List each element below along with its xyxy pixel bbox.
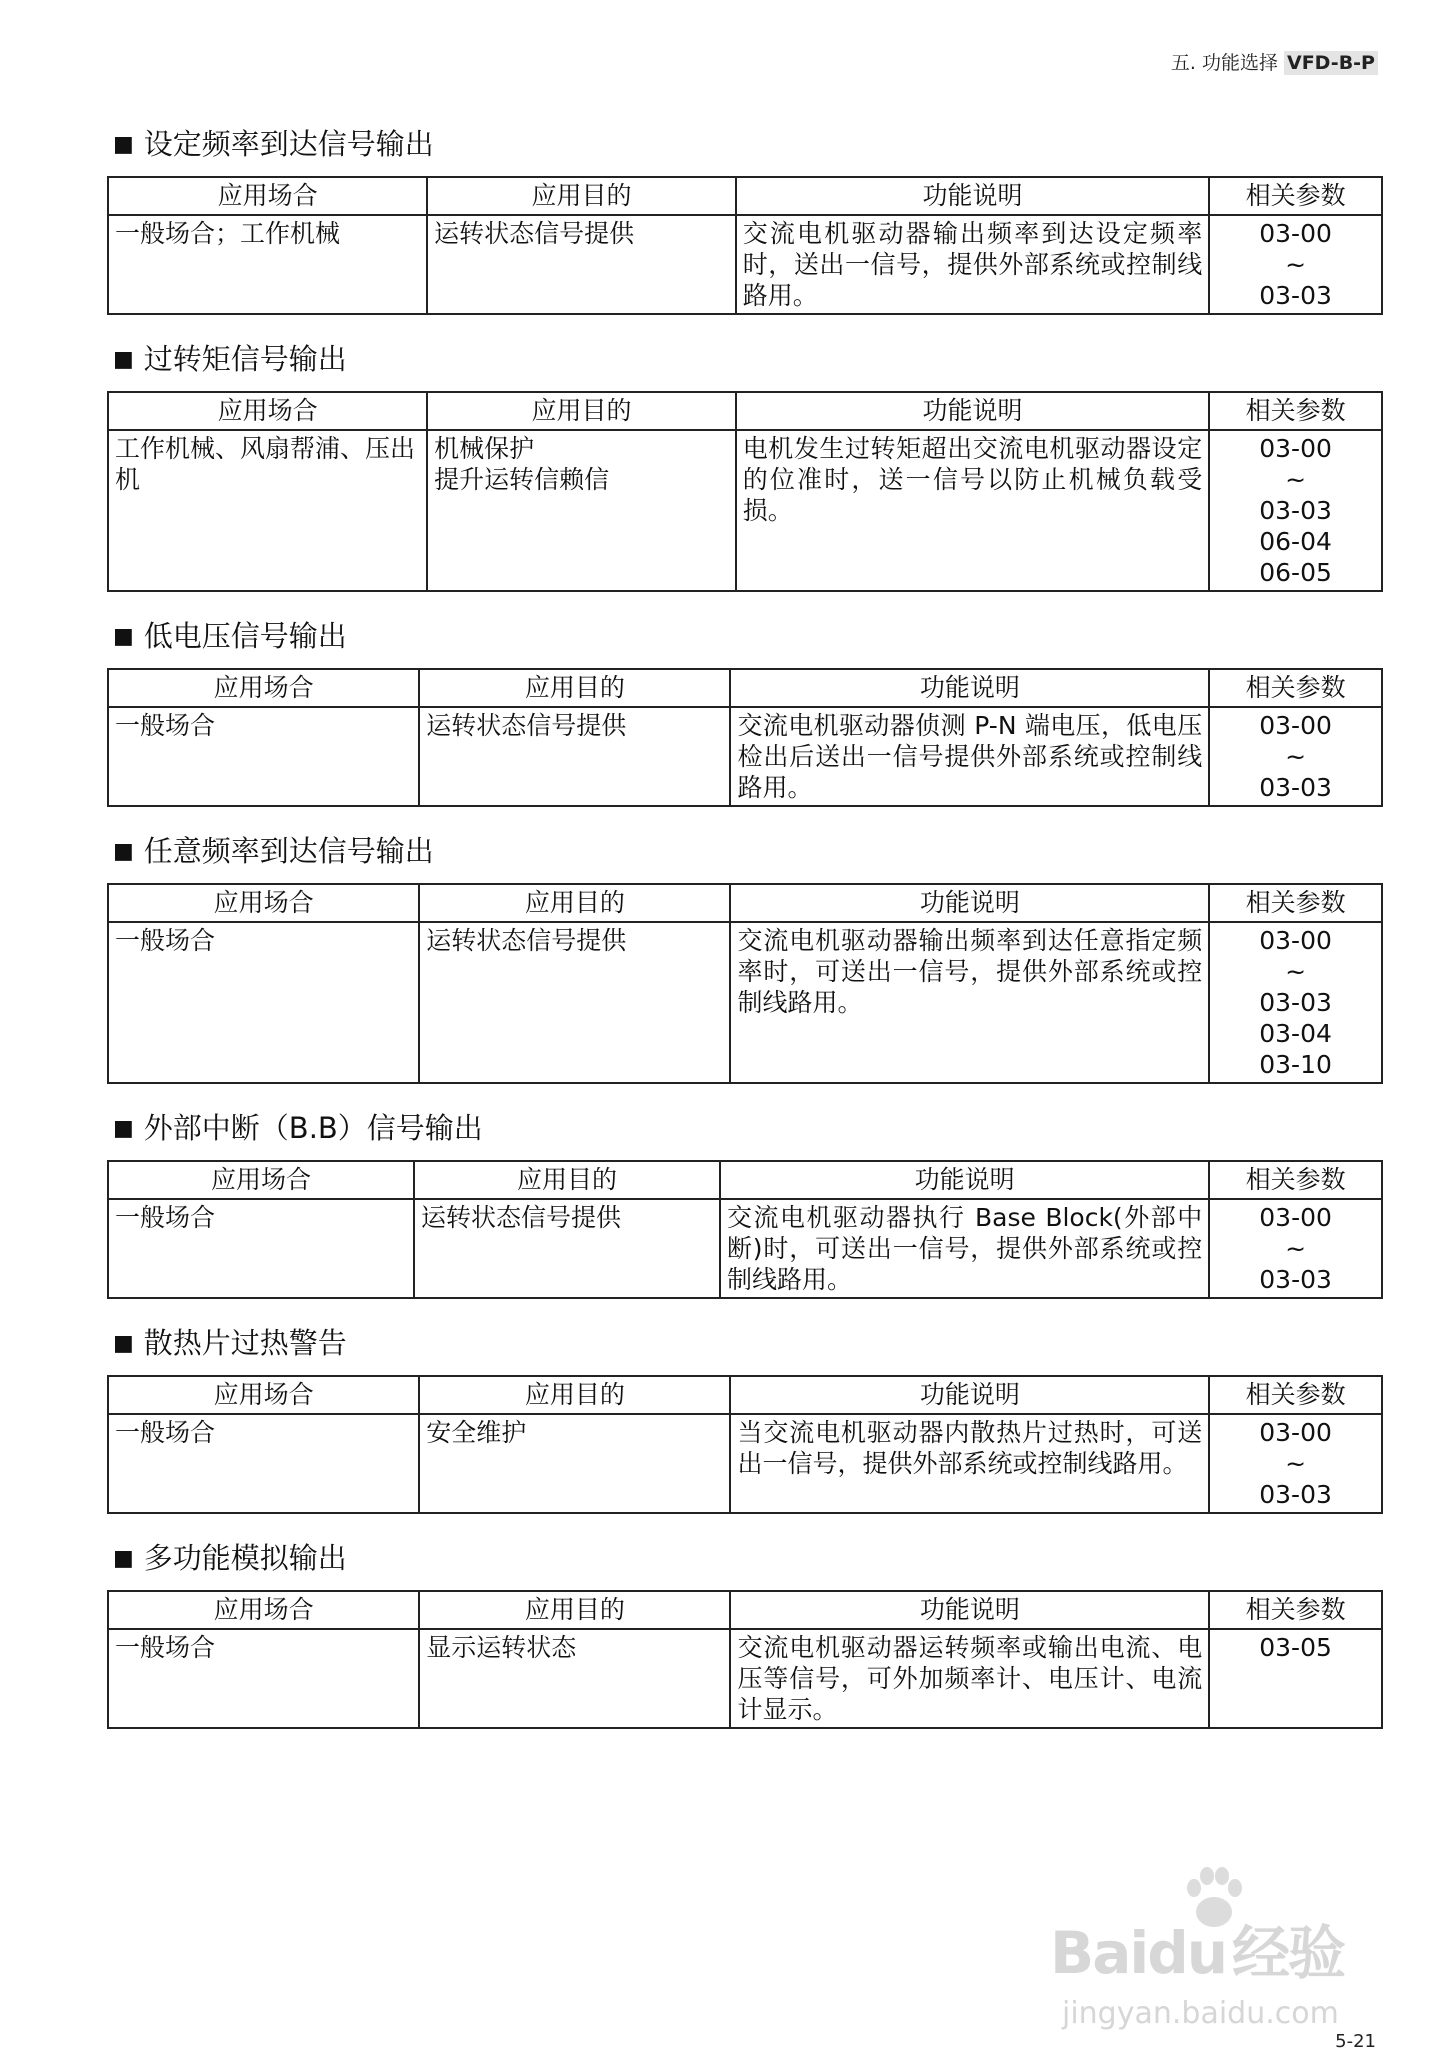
param-value: 06-04	[1259, 527, 1332, 556]
column-header: 功能说明	[730, 884, 1209, 922]
description-cell: 当交流电机驱动器内散热片过热时，可送出一信号，提供外部系统或控制线路用。	[730, 1414, 1209, 1513]
section-title	[113, 829, 1381, 873]
table-header-row	[108, 1376, 1382, 1414]
application-cell: 一般场合	[108, 1199, 414, 1298]
param-value: ~	[1285, 250, 1307, 279]
param-value: 03-00	[1259, 219, 1332, 248]
section-4	[107, 829, 1381, 1084]
purpose-cell: 运转状态信号提供	[414, 1199, 720, 1298]
square-bullet-icon: ■	[113, 1116, 134, 1141]
param-value: 03-05	[1259, 1633, 1332, 1662]
param-value: 03-03	[1259, 1265, 1332, 1294]
section-title-text: 散热片过热警告	[143, 1326, 347, 1360]
column-header: 相关参数	[1209, 884, 1382, 922]
section-title-text: 任意频率到达信号输出	[143, 834, 434, 868]
param-value: 03-00	[1259, 1203, 1332, 1232]
watermark-url: jingyan.baidu.com	[1062, 1996, 1339, 2031]
column-header: 应用场合	[108, 1376, 419, 1414]
purpose-cell: 显示运转状态	[419, 1629, 730, 1728]
square-bullet-icon: ■	[113, 1546, 134, 1571]
section-title	[113, 337, 1381, 381]
param-value: 03-03	[1259, 496, 1332, 525]
section-title-text: 设定频率到达信号输出	[143, 127, 434, 161]
table-row	[108, 430, 1382, 591]
param-value: 03-03	[1259, 988, 1332, 1017]
application-cell: 一般场合	[108, 707, 419, 806]
purpose-cell: 安全维护	[419, 1414, 730, 1513]
column-header: 应用目的	[419, 1376, 730, 1414]
param-value: 03-00	[1259, 711, 1332, 740]
params-cell	[1209, 707, 1382, 806]
column-header: 功能说明	[730, 1591, 1209, 1629]
section-2	[107, 337, 1381, 592]
column-header: 应用目的	[427, 392, 736, 430]
table-header-row	[108, 669, 1382, 707]
page-header	[1171, 48, 1378, 75]
square-bullet-icon: ■	[113, 347, 134, 372]
section-title	[113, 122, 1381, 166]
square-bullet-icon: ■	[113, 1331, 134, 1356]
application-cell: 一般场合；工作机械	[108, 215, 427, 314]
section-title-text: 过转矩信号输出	[143, 342, 347, 376]
purpose-cell: 机械保护 提升运转信赖信	[427, 430, 736, 591]
param-value: 03-03	[1259, 281, 1332, 310]
section-title	[113, 1321, 1381, 1365]
param-value: ~	[1285, 1234, 1307, 1263]
column-header: 应用目的	[427, 177, 736, 215]
params-cell	[1209, 215, 1382, 314]
application-cell: 一般场合	[108, 1629, 419, 1728]
params-cell	[1209, 1629, 1382, 1728]
baidu-watermark	[1050, 1858, 1370, 2058]
watermark-brand: Baidu 经验	[1050, 1919, 1345, 1987]
description-cell: 交流电机驱动器侦测 P-N 端电压，低电压检出后送出一信号提供外部系统或控制线路用。	[730, 707, 1209, 806]
section-title-text: 外部中断（B.B）信号输出	[143, 1111, 483, 1145]
column-header: 相关参数	[1209, 1591, 1382, 1629]
param-value: ~	[1285, 1449, 1307, 1478]
section-7	[107, 1536, 1381, 1729]
table-header-row	[108, 1161, 1382, 1199]
param-value: ~	[1285, 742, 1307, 771]
column-header: 应用场合	[108, 1161, 414, 1199]
section-title	[113, 614, 1381, 658]
column-header: 相关参数	[1209, 669, 1382, 707]
description-cell: 电机发生过转矩超出交流电机驱动器设定的位准时，送一信号以防止机械负载受损。	[736, 430, 1209, 591]
table-row	[108, 1199, 1382, 1298]
column-header: 功能说明	[736, 177, 1209, 215]
section-6	[107, 1321, 1381, 1514]
purpose-cell: 运转状态信号提供	[427, 215, 736, 314]
purpose-cell: 运转状态信号提供	[419, 922, 730, 1083]
section-1	[107, 122, 1381, 315]
description-cell: 交流电机驱动器执行 Base Block(外部中断)时，可送出一信号，提供外部系统或控制线路用。	[720, 1199, 1209, 1298]
table-header-row	[108, 1591, 1382, 1629]
section-title	[113, 1536, 1381, 1580]
column-header: 应用场合	[108, 669, 419, 707]
params-cell	[1209, 1414, 1382, 1513]
section-title-text: 多功能模拟输出	[143, 1541, 347, 1575]
application-cell: 工作机械、风扇帮浦、压出机	[108, 430, 427, 591]
section-3	[107, 614, 1381, 807]
table-header-row	[108, 884, 1382, 922]
document-body	[107, 122, 1381, 1751]
header-model: VFD-B-P	[1284, 51, 1378, 75]
column-header: 应用场合	[108, 177, 427, 215]
column-header: 应用目的	[419, 884, 730, 922]
description-cell: 交流电机驱动器运转频率或输出电流、电压等信号，可外加频率计、电压计、电流计显示。	[730, 1629, 1209, 1728]
function-table	[107, 1160, 1383, 1299]
param-value: 03-00	[1259, 926, 1332, 955]
application-cell: 一般场合	[108, 1414, 419, 1513]
column-header: 功能说明	[730, 669, 1209, 707]
section-5	[107, 1106, 1381, 1299]
function-table	[107, 668, 1383, 807]
header-section: 五. 功能选择	[1170, 52, 1278, 74]
column-header: 功能说明	[720, 1161, 1209, 1199]
column-header: 功能说明	[736, 392, 1209, 430]
function-table	[107, 1590, 1383, 1729]
table-header-row	[108, 392, 1382, 430]
param-value: 03-03	[1259, 773, 1332, 802]
column-header: 应用目的	[419, 1591, 730, 1629]
column-header: 应用目的	[419, 669, 730, 707]
purpose-cell: 运转状态信号提供	[419, 707, 730, 806]
function-table	[107, 1375, 1383, 1514]
application-cell: 一般场合	[108, 922, 419, 1083]
column-header: 相关参数	[1209, 1161, 1382, 1199]
column-header: 相关参数	[1209, 177, 1382, 215]
section-title-text: 低电压信号输出	[143, 619, 347, 653]
column-header: 应用场合	[108, 392, 427, 430]
table-row	[108, 707, 1382, 806]
column-header: 相关参数	[1209, 1376, 1382, 1414]
table-row	[108, 1629, 1382, 1728]
param-value: 03-04	[1259, 1019, 1332, 1048]
square-bullet-icon: ■	[113, 132, 134, 157]
param-value: 03-10	[1259, 1050, 1332, 1079]
table-row	[108, 1414, 1382, 1513]
description-cell: 交流电机驱动器输出频率到达任意指定频率时，可送出一信号，提供外部系统或控制线路用。	[730, 922, 1209, 1083]
description-cell: 交流电机驱动器输出频率到达设定频率时，送出一信号，提供外部系统或控制线路用。	[736, 215, 1209, 314]
column-header: 功能说明	[730, 1376, 1209, 1414]
params-cell	[1209, 922, 1382, 1083]
function-table	[107, 391, 1383, 592]
table-row	[108, 922, 1382, 1083]
page-number: 5-21	[1335, 2031, 1376, 2052]
function-table	[107, 176, 1383, 315]
param-value: ~	[1285, 465, 1307, 494]
column-header: 应用目的	[414, 1161, 720, 1199]
param-value: 03-03	[1259, 1480, 1332, 1509]
params-cell	[1209, 1199, 1382, 1298]
table-header-row	[108, 177, 1382, 215]
param-value: 03-00	[1259, 434, 1332, 463]
table-row	[108, 215, 1382, 314]
function-table	[107, 883, 1383, 1084]
column-header: 应用场合	[108, 884, 419, 922]
column-header: 应用场合	[108, 1591, 419, 1629]
square-bullet-icon: ■	[113, 624, 134, 649]
param-value: 06-05	[1259, 558, 1332, 587]
square-bullet-icon: ■	[113, 839, 134, 864]
params-cell	[1209, 430, 1382, 591]
param-value: ~	[1285, 957, 1307, 986]
section-title	[113, 1106, 1381, 1150]
param-value: 03-00	[1259, 1418, 1332, 1447]
column-header: 相关参数	[1209, 392, 1382, 430]
